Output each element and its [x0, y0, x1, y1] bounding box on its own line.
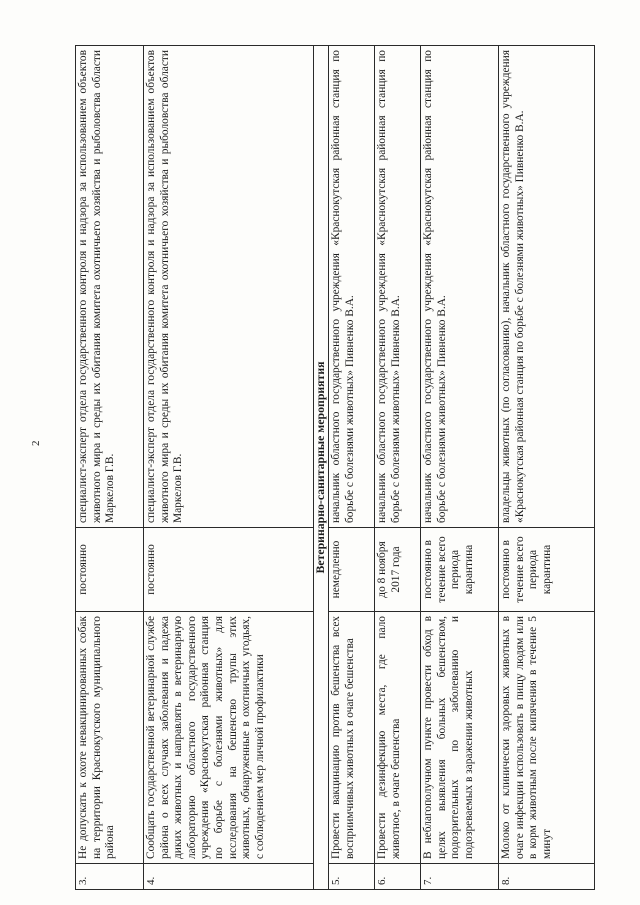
row-number: 3. [76, 864, 144, 890]
responsible-text: владельцы животных (по согласованию), начальник областного государственного учреждения «Краснокутская районная станция по борьбе с болезнями животных» Пивненко В.А. [499, 46, 595, 528]
table-row [499, 46, 595, 890]
table-row [76, 46, 144, 890]
table-row [375, 46, 421, 890]
table-row [144, 46, 314, 890]
measure-text: Провести вакцинацию против бешенства всех восприимчивых животных в очаге бешенства [329, 612, 375, 864]
term-text: постоянно в течение всего периода карантина [499, 528, 595, 612]
page-number: 2 [30, 440, 42, 446]
row-number: 6. [375, 864, 421, 890]
section-title: Ветеринарно-санитарные мероприятия [314, 46, 329, 890]
table-row [421, 46, 499, 890]
measure-text: Молоко от клинически здоровых животных в очаге инфекции использовать в пищу людям или в корм животным после кипячения в течение 5 минут [499, 612, 595, 864]
term-text: до 8 ноября 2017 года [375, 528, 421, 612]
term-text: постоянно [144, 528, 314, 612]
measure-text: Сообщать государственной ветеринарной службе района о всех случаях заболевания и падежа диких животных и направлять в ветеринарную лабораторию областного государственного учреждения «Краснокутская районная станция по борьбе с болезнями животных» для исследования на бешенство трупы этих животных, обнаруженные в охотничьих угодьях, с соблюдением мер личной профилактики [144, 612, 314, 864]
responsible-text: начальник областного государственного учреждения «Краснокутская районная станция по борьбе с болезнями животных» Пивненко В.А. [375, 46, 421, 528]
row-number: 7. [421, 864, 499, 890]
term-text: постоянно [76, 528, 144, 612]
measures-table-rotated [75, 45, 595, 890]
responsible-text: начальник областного государственного учреждения «Краснокутская районная станция по борьбе с болезнями животных» Пивненко В.А. [421, 46, 499, 528]
measures-table [75, 45, 595, 890]
measure-text: Провести дезинфекцию места, где пало животное, в очаге бешенства [375, 612, 421, 864]
responsible-text: начальник областного государственного учреждения «Краснокутская районная станция по борьбе с болезнями животных» Пивненко В.А. [329, 46, 375, 528]
table-row [329, 46, 375, 890]
responsible-text: специалист-эксперт отдела государственного контроля и надзора за использованием объектов животного мира и среды их обитания комитета охотничьего хозяйства и рыболовства области Маркелов Г.В. [76, 46, 144, 528]
row-number: 5. [329, 864, 375, 890]
section-header-row [314, 46, 329, 890]
row-number: 8. [499, 864, 595, 890]
term-text: немедленно [329, 528, 375, 612]
row-number: 4. [144, 864, 314, 890]
measure-text: Не допускать к охоте невакцинированных собак на территории Краснокутского муниципального района [76, 612, 144, 864]
responsible-text: специалист-эксперт отдела государственного контроля и надзора за использованием объектов животного мира и среды их обитания комитета охотничьего хозяйства и рыболовства области Маркелов Г.В. [144, 46, 314, 528]
term-text: постоянно в течение всего периода карантина [421, 528, 499, 612]
measure-text: В неблагополучном пункте провести обход в целях выявления больных бешенством, подозрительных по заболеванию и подозреваемых в заражении животных [421, 612, 499, 864]
